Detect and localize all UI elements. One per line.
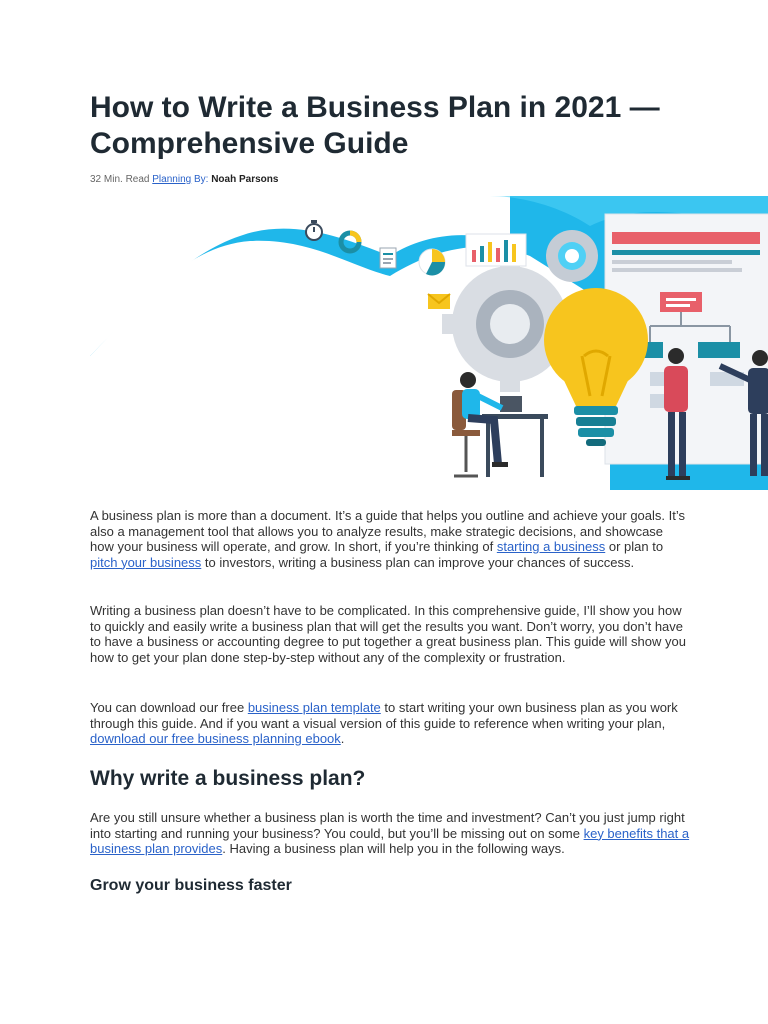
- guide-paragraph: [90, 603, 690, 665]
- business-plan-template-link[interactable]: business plan template: [247, 700, 381, 715]
- author-name: Noah Parsons: [211, 174, 279, 185]
- title-line-2: Comprehensive Guide: [90, 127, 409, 160]
- hero-illustration-svg: [90, 196, 768, 490]
- envelope-icon: [428, 294, 450, 309]
- key-benefits-link[interactable]: key benefits that a business plan provides: [90, 825, 690, 856]
- read-time: 32 Min. Read: [90, 174, 150, 185]
- starting-a-business-link[interactable]: starting a business: [496, 539, 606, 554]
- by-label: By:: [193, 174, 209, 185]
- gear-icon: [546, 230, 598, 282]
- pitch-your-business-link[interactable]: pitch your business: [90, 554, 202, 570]
- paragraph-text: to start writing your own business plan as you work through this guide. And if you want a visual version of this guide to reference when writing your plan,: [90, 700, 678, 731]
- paragraph-text: to investors, writing a business plan can improve your chances of success.: [201, 554, 635, 570]
- pie-chart-icon: [419, 249, 445, 275]
- paragraph-text: or plan to: [605, 539, 664, 554]
- download-ebook-link[interactable]: download our free business planning ebook: [90, 731, 341, 746]
- paragraph-text: You can download our free: [90, 700, 248, 715]
- why-paragraph: [90, 810, 690, 857]
- section-heading-why: Why write a business plan?: [90, 767, 366, 790]
- paragraph-text: . Having a business plan will help you in the following ways.: [222, 841, 565, 856]
- category-link[interactable]: Planning: [152, 174, 192, 185]
- intro-paragraph: [90, 508, 690, 570]
- hero-illustration: [90, 196, 768, 490]
- title-line-1: How to Write a Business Plan in 2021 —: [90, 91, 660, 124]
- paragraph-text: Are you still unsure whether a business plan is worth the time and investment? Can’t you just jump right into starting and running your business? You could, but you’ll be missing out on some: [90, 810, 685, 841]
- document-icon: [380, 248, 396, 268]
- subheading-grow: Grow your business faster: [90, 877, 292, 894]
- paragraph-text: Writing a business plan doesn’t have to be complicated. In this comprehensive guide, I’ll show you how to quickly and easily write a business plan that will get the results you want. Don’t worry, you don’t have to have a business or accounting degree to put together a great business plan. This guide will show you how to get your plan done step-by-step without any of the complexity or frustration.: [90, 603, 686, 665]
- article-meta: [90, 174, 690, 186]
- download-paragraph: [90, 700, 690, 747]
- paragraph-text: .: [340, 731, 345, 746]
- bar-chart-board-icon: [466, 234, 526, 266]
- article-title: [90, 90, 690, 162]
- paragraph-text: A business plan is more than a document. It’s a guide that helps you outline and achieve your goals. It’s also a management tool that allows you to analyze results, make strategic decisions, and showcase how your business will operate, and grow. In short, if you’re thinking of: [90, 508, 686, 554]
